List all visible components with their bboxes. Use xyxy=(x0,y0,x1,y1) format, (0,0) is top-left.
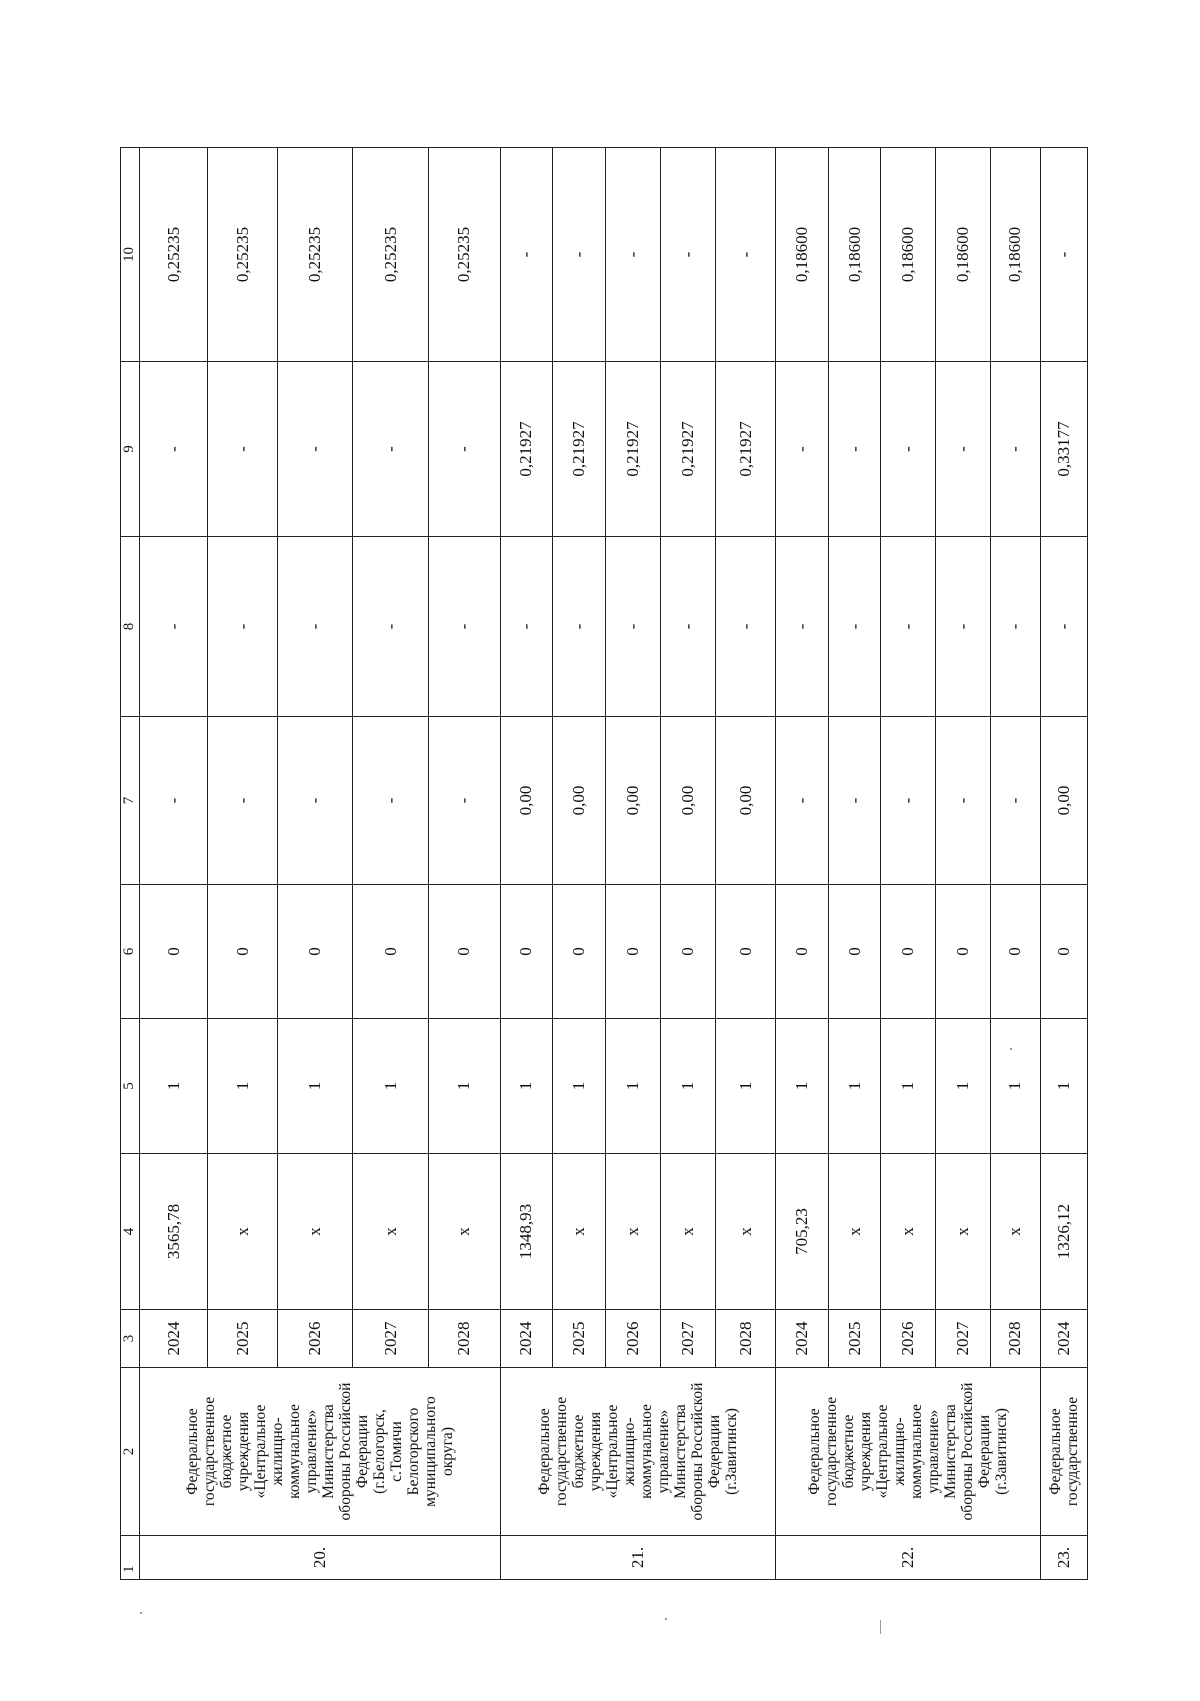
value-cell-col6: 0 xyxy=(500,885,552,1019)
organization-name-line: обороны Российской xyxy=(688,1382,706,1521)
value-cell-col7: - xyxy=(881,717,936,885)
value-cell-col4: 705,23 xyxy=(776,1154,828,1310)
value-cell-col10: - xyxy=(716,148,776,362)
value-cell-col10: 0,25235 xyxy=(353,148,429,362)
tariff-table xyxy=(120,147,1088,1580)
table-row xyxy=(208,148,278,1580)
value-cell-col6: 0 xyxy=(553,885,605,1019)
value-cell-col9: - xyxy=(828,362,880,537)
value-cell-col10: - xyxy=(661,148,716,362)
table-row xyxy=(553,148,605,1580)
value-cell-col10: 0,18600 xyxy=(776,148,828,362)
organization-name-line: (г.Белогорск, xyxy=(370,1409,388,1494)
value-cell-col6: 0 xyxy=(139,885,207,1019)
value-cell-col6: 0 xyxy=(605,885,661,1019)
scan-speck xyxy=(1010,1048,1012,1050)
table-row xyxy=(828,148,880,1580)
value-cell-col10: - xyxy=(605,148,661,362)
value-cell-col7: 0,00 xyxy=(1040,717,1087,885)
value-cell-col10: 0,25235 xyxy=(429,148,500,362)
value-cell-col5: 1 xyxy=(716,1019,776,1154)
value-cell-col10: 0,25235 xyxy=(278,148,353,362)
organization-name-line: Федеральное xyxy=(1046,1408,1064,1495)
organization-name-line: Федеральное xyxy=(183,1408,201,1495)
column-number-2: 2 xyxy=(121,1368,140,1536)
organization-name-line: жилищно- xyxy=(268,1417,286,1486)
year-cell: 2028 xyxy=(716,1310,776,1368)
value-cell-col9: - xyxy=(881,362,936,537)
value-cell-col4: х xyxy=(881,1154,936,1310)
value-cell-col10: 0,18600 xyxy=(990,148,1040,362)
value-cell-col9: - xyxy=(990,362,1040,537)
year-cell: 2024 xyxy=(1040,1310,1087,1368)
column-number-9: 9 xyxy=(121,362,140,537)
organization-name-line: муниципального xyxy=(421,1396,439,1507)
row-number: 22. xyxy=(776,1536,1041,1580)
organization-name-line: управление» xyxy=(925,1409,943,1494)
scan-speck xyxy=(665,1618,667,1620)
organization-name xyxy=(500,1368,776,1536)
table-row xyxy=(605,148,661,1580)
table-row xyxy=(881,148,936,1580)
scan-speck xyxy=(140,1612,142,1614)
value-cell-col6: 0 xyxy=(278,885,353,1019)
value-cell-col4: х xyxy=(208,1154,278,1310)
value-cell-col9: - xyxy=(776,362,828,537)
value-cell-col8: - xyxy=(661,537,716,717)
value-cell-col10: - xyxy=(500,148,552,362)
value-cell-col5: 1 xyxy=(429,1019,500,1154)
organization-name-line: (г.Завитинск) xyxy=(993,1408,1011,1495)
organization-name-line: Министерства xyxy=(671,1404,689,1499)
organization-name-line: учреждения xyxy=(586,1411,604,1492)
table-row xyxy=(500,148,552,1580)
value-cell-col8: - xyxy=(500,537,552,717)
organization-name-line: «Центральное xyxy=(603,1404,621,1499)
value-cell-col8: - xyxy=(208,537,278,717)
value-cell-col6: 0 xyxy=(881,885,936,1019)
value-cell-col4: х xyxy=(429,1154,500,1310)
value-cell-col10: 0,18600 xyxy=(936,148,991,362)
organization-name-line: с.Томичи xyxy=(387,1421,405,1482)
value-cell-col5: 1 xyxy=(881,1019,936,1154)
value-cell-col5: 1 xyxy=(1040,1019,1087,1154)
value-cell-col6: 0 xyxy=(1040,885,1087,1019)
value-cell-col5: 1 xyxy=(605,1019,661,1154)
value-cell-col7: - xyxy=(429,717,500,885)
value-cell-col8: - xyxy=(990,537,1040,717)
value-cell-col9: - xyxy=(208,362,278,537)
column-number-1: 1 xyxy=(121,1536,140,1580)
year-cell: 2025 xyxy=(208,1310,278,1368)
value-cell-col10: 0,25235 xyxy=(139,148,207,362)
value-cell-col8: - xyxy=(605,537,661,717)
value-cell-col4: х xyxy=(828,1154,880,1310)
year-cell: 2027 xyxy=(661,1310,716,1368)
table-row xyxy=(429,148,500,1580)
column-number-row xyxy=(121,148,140,1580)
value-cell-col10: 0,18600 xyxy=(881,148,936,362)
value-cell-col6: 0 xyxy=(661,885,716,1019)
table-row xyxy=(1040,148,1087,1580)
organization-name-line: управление» xyxy=(302,1409,320,1494)
value-cell-col6: 0 xyxy=(429,885,500,1019)
value-cell-col10: 0,18600 xyxy=(828,148,880,362)
organization-name-line: Федерации xyxy=(353,1414,371,1489)
year-cell: 2027 xyxy=(353,1310,429,1368)
organization-name-line: (г.Завитинск) xyxy=(722,1408,740,1495)
organization-name-line: бюджетное xyxy=(840,1414,858,1489)
organization-name-line: учреждения xyxy=(857,1411,875,1492)
organization-name-line: Министерства xyxy=(942,1404,960,1499)
organization-name-line: учреждения xyxy=(234,1411,252,1492)
value-cell-col7: - xyxy=(936,717,991,885)
organization-name-line: управление» xyxy=(654,1409,672,1494)
value-cell-col10: - xyxy=(553,148,605,362)
year-cell: 2028 xyxy=(990,1310,1040,1368)
value-cell-col4: х xyxy=(990,1154,1040,1310)
value-cell-col7: 0,00 xyxy=(605,717,661,885)
year-cell: 2027 xyxy=(936,1310,991,1368)
column-number-5: 5 xyxy=(121,1019,140,1154)
table-row xyxy=(139,148,207,1580)
table-row xyxy=(990,148,1040,1580)
value-cell-col7: - xyxy=(208,717,278,885)
organization-name-line: «Центральное xyxy=(251,1404,269,1499)
value-cell-col4: 1326,12 xyxy=(1040,1154,1087,1310)
value-cell-col8: - xyxy=(278,537,353,717)
value-cell-col5: 1 xyxy=(500,1019,552,1154)
value-cell-col9: 0,21927 xyxy=(716,362,776,537)
table-row xyxy=(661,148,716,1580)
value-cell-col8: - xyxy=(716,537,776,717)
organization-name-line: округа) xyxy=(438,1427,456,1476)
column-number-7: 7 xyxy=(121,717,140,885)
value-cell-col6: 0 xyxy=(990,885,1040,1019)
column-number-8: 8 xyxy=(121,537,140,717)
year-cell: 2024 xyxy=(500,1310,552,1368)
value-cell-col7: - xyxy=(278,717,353,885)
value-cell-col5: 1 xyxy=(990,1019,1040,1154)
organization-name-line: обороны Российской xyxy=(959,1382,977,1521)
value-cell-col9: - xyxy=(429,362,500,537)
organization-name-line: Федеральное xyxy=(806,1408,824,1495)
year-cell: 2025 xyxy=(553,1310,605,1368)
value-cell-col5: 1 xyxy=(553,1019,605,1154)
organization-name-line: жилищно- xyxy=(891,1417,909,1486)
scan-speck xyxy=(880,1620,881,1634)
value-cell-col8: - xyxy=(429,537,500,717)
value-cell-col7: 0,00 xyxy=(500,717,552,885)
value-cell-col9: - xyxy=(353,362,429,537)
organization-name-line: бюджетное xyxy=(217,1414,235,1489)
table-row xyxy=(278,148,353,1580)
value-cell-col5: 1 xyxy=(828,1019,880,1154)
value-cell-col7: - xyxy=(353,717,429,885)
value-cell-col4: х xyxy=(661,1154,716,1310)
value-cell-col7: 0,00 xyxy=(553,717,605,885)
value-cell-col5: 1 xyxy=(776,1019,828,1154)
year-cell: 2025 xyxy=(828,1310,880,1368)
value-cell-col6: 0 xyxy=(776,885,828,1019)
value-cell-col6: 0 xyxy=(828,885,880,1019)
value-cell-col7: - xyxy=(776,717,828,885)
table-row xyxy=(716,148,776,1580)
organization-name-line: коммунальное xyxy=(908,1404,926,1499)
column-number-6: 6 xyxy=(121,885,140,1019)
value-cell-col4: х xyxy=(605,1154,661,1310)
column-number-3: 3 xyxy=(121,1310,140,1368)
value-cell-col10: 0,25235 xyxy=(208,148,278,362)
organization-name xyxy=(139,1368,500,1536)
value-cell-col8: - xyxy=(353,537,429,717)
value-cell-col5: 1 xyxy=(936,1019,991,1154)
organization-name-line: Федеральное xyxy=(535,1408,553,1495)
column-number-10: 10 xyxy=(121,148,140,362)
value-cell-col6: 0 xyxy=(353,885,429,1019)
value-cell-col9: 0,21927 xyxy=(605,362,661,537)
value-cell-col9: 0,21927 xyxy=(553,362,605,537)
value-cell-col6: 0 xyxy=(936,885,991,1019)
value-cell-col6: 0 xyxy=(208,885,278,1019)
row-number: 23. xyxy=(1040,1536,1087,1580)
value-cell-col7: - xyxy=(990,717,1040,885)
value-cell-col4: х xyxy=(278,1154,353,1310)
organization-name xyxy=(1040,1368,1087,1536)
table-row xyxy=(353,148,429,1580)
value-cell-col8: - xyxy=(1040,537,1087,717)
value-cell-col8: - xyxy=(776,537,828,717)
value-cell-col5: 1 xyxy=(353,1019,429,1154)
organization-name xyxy=(776,1368,1041,1536)
value-cell-col7: 0,00 xyxy=(716,717,776,885)
value-cell-col7: - xyxy=(828,717,880,885)
value-cell-col4: 3565,78 xyxy=(139,1154,207,1310)
organization-name-line: жилищно- xyxy=(620,1417,638,1486)
value-cell-col5: 1 xyxy=(208,1019,278,1154)
value-cell-col4: х xyxy=(936,1154,991,1310)
value-cell-col4: х xyxy=(353,1154,429,1310)
value-cell-col10: - xyxy=(1040,148,1087,362)
organization-name-line: государственное xyxy=(552,1396,570,1507)
value-cell-col7: 0,00 xyxy=(661,717,716,885)
organization-name-line: коммунальное xyxy=(285,1404,303,1499)
value-cell-col9: - xyxy=(278,362,353,537)
organization-name-line: Федерации xyxy=(976,1414,994,1489)
value-cell-col9: 0,21927 xyxy=(661,362,716,537)
value-cell-col8: - xyxy=(828,537,880,717)
column-number-4: 4 xyxy=(121,1154,140,1310)
table-row xyxy=(936,148,991,1580)
rotated-table-container xyxy=(120,148,1088,1580)
row-number: 21. xyxy=(500,1536,776,1580)
value-cell-col9: - xyxy=(936,362,991,537)
year-cell: 2028 xyxy=(429,1310,500,1368)
organization-name-line: государственное xyxy=(823,1396,841,1507)
value-cell-col8: - xyxy=(936,537,991,717)
year-cell: 2024 xyxy=(139,1310,207,1368)
value-cell-col4: 1348,93 xyxy=(500,1154,552,1310)
organization-name-line: коммунальное xyxy=(637,1404,655,1499)
year-cell: 2024 xyxy=(776,1310,828,1368)
value-cell-col9: - xyxy=(139,362,207,537)
organization-name-line: «Центральное xyxy=(874,1404,892,1499)
year-cell: 2026 xyxy=(881,1310,936,1368)
value-cell-col5: 1 xyxy=(278,1019,353,1154)
value-cell-col8: - xyxy=(553,537,605,717)
organization-name-line: обороны Российской xyxy=(336,1382,354,1521)
value-cell-col8: - xyxy=(139,537,207,717)
organization-name-line: государственное xyxy=(200,1396,218,1507)
organization-name-line: бюджетное xyxy=(569,1414,587,1489)
value-cell-col6: 0 xyxy=(716,885,776,1019)
year-cell: 2026 xyxy=(605,1310,661,1368)
table-row xyxy=(776,148,828,1580)
organization-name-line: Федерации xyxy=(705,1414,723,1489)
value-cell-col4: х xyxy=(553,1154,605,1310)
value-cell-col9: 0,33177 xyxy=(1040,362,1087,537)
value-cell-col9: 0,21927 xyxy=(500,362,552,537)
year-cell: 2026 xyxy=(278,1310,353,1368)
value-cell-col5: 1 xyxy=(661,1019,716,1154)
value-cell-col4: х xyxy=(716,1154,776,1310)
row-number: 20. xyxy=(139,1536,500,1580)
organization-name-line: государственное xyxy=(1063,1396,1081,1507)
organization-name-line: Министерства xyxy=(319,1404,337,1499)
value-cell-col8: - xyxy=(881,537,936,717)
value-cell-col5: 1 xyxy=(139,1019,207,1154)
value-cell-col7: - xyxy=(139,717,207,885)
organization-name-line: Белогорского xyxy=(404,1407,422,1496)
